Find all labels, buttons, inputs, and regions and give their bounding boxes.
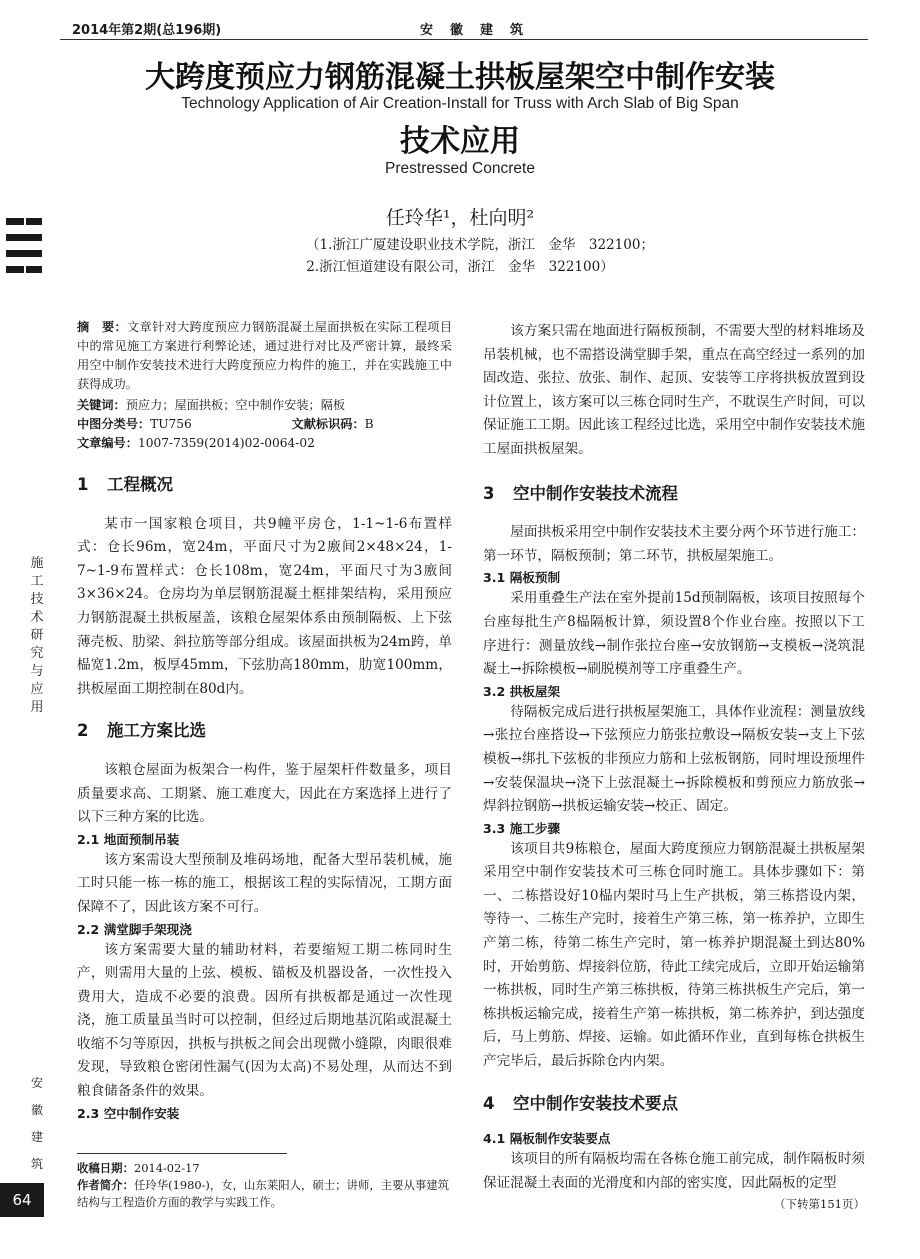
section-3-heading <box>483 482 865 506</box>
section-3-2-heading: 3.2 拱板屋架 <box>483 683 561 699</box>
sidebar-char: 安 <box>30 1076 43 1090</box>
section-3-paragraph: 屋面拱板采用空中制作安装技术主要分两个环节进行施工：第一环节，隔板预制；第二环节，拱板屋架施工。 <box>483 524 865 564</box>
section-marker-icon <box>6 218 42 274</box>
section-4-1-heading: 4.1 隔板制作安装要点 <box>483 1131 611 1147</box>
section-2-title: 施工方案比选 <box>107 721 206 741</box>
issue-info: 2014年第2期(总196期) <box>72 23 222 38</box>
journal-name-header: 安 徽 建 筑 <box>420 23 526 38</box>
abstract-text: 文章针对大跨度预应力钢筋混凝土屋面拱板在实际工程项目中的常见施工方案进行利弊论述，通过进行对比及严密计算，最终采用空中制作安装技术进行大跨度预应力构件的施工，并在实践施工中获得成功。 <box>77 320 453 391</box>
section-2-2-heading: 2.2 满堂脚手架现浇 <box>77 921 192 937</box>
section-1-heading <box>77 473 452 497</box>
classification-row <box>77 415 452 434</box>
sidebar-char: 与 <box>30 664 44 679</box>
sidebar-journal-name <box>28 1070 46 1178</box>
section-3-3-paragraph: 该项目共9栋粮仓，屋面大跨度预应力钢筋混凝土拱板屋架采用空中制作安装技术可三栋仓同时施工。具体步骤如下：第一、二栋搭设好10榀内架时马上生产拱板，第三栋搭设内架，等待一、二栋生产完时，接着生产第三栋，第一栋养护，立即生产第二栋，待第二栋生产完时，第一栋养护期混凝土到达80%时，开始剪筋、焊接斜位筋，待此工续完成后，立即开始运输第一栋拱板，同时生产第三栋拱板，待第三栋拱板生产完后，第一栋拱板运输完成，接着生产第一栋拱板，第二栋养护，到达强度后，马上剪筋、焊接、运输。如此循环作业，直到每栋仓拱板生产完毕后，最后拆除仓内内架。 <box>483 840 865 1070</box>
section-2-2-paragraph: 该方案需要大量的辅助材料，若要缩短工期二栋同时生产，则需用大量的上弦、模板、锚板及机器设备，一次性投入费用大，造成不必要的浪费。因所有拱板都是通过一次性现浇，施工质量虽当时可以控制，但经过后期地基沉陷或混凝土收缩不匀等原因，拱板与拱板之间会出现微小缝隙，肉眼很难发现，导致粮仓密闭性漏气(因为太高)不易处理，从而达不到粮食储备条件的效果。 <box>77 941 452 1100</box>
affiliation-2: 2.浙江恒道建设有限公司，浙江 金华 322100） <box>306 259 614 275</box>
section-1-paragraph: 某市一国家粮仓项目，共9幢平房仓，1-1~1-6布置样式：仓长96m，宽24m，平面尺寸为2廒间2×48×24，1-7~1-9布置样式：仓长108m，宽24m，平面尺寸为3廒间3×36×24。仓房均为单层钢筋混凝土框排架结构，采用预应力钢筋混凝土拱板屋盖，该粮仓屋架体系由预制隔板、上下弦薄壳板、肋梁、斜拉筋等部分组成。该屋面拱板为24m跨，单榀宽1.2m，板厚45mm，下弦肋高180mm，肋宽100mm，拱板屋面工期控制在80d内。 <box>77 515 452 697</box>
abstract-label: 摘 要： <box>77 320 128 334</box>
article-number <box>77 434 452 453</box>
abstract <box>77 318 452 394</box>
section-2-1-paragraph: 该方案需设大型预制及堆码场地，配备大型吊装机械，施工时只能一栋一栋的施工，根据该工程的实际情况，工期方面保障不了，因此该方案不可行。 <box>77 851 452 915</box>
sidebar-char: 徽 <box>30 1103 43 1117</box>
sidebar-char: 应 <box>30 682 44 697</box>
continued-note: （下转第151页） <box>774 1197 865 1212</box>
article-no-label: 文章编号： <box>77 436 138 450</box>
section-3-1-paragraph: 采用重叠生产法在室外提前15d预制隔板，该项目按照每个台座每批生产8榀隔板计算，须设置8个作业台座。按照以下工序进行：测量放线→制作张拉台座→安放钢筋→支模板→浇筑混凝土→拆除模板→刷脱模剂等工序重叠生产。 <box>483 590 865 678</box>
received-value: 2014-02-17 <box>133 1161 200 1175</box>
author-bio <box>77 1177 452 1211</box>
left-column <box>77 318 452 1123</box>
section-2-paragraph: 该粮仓屋面为板架合一构件，鉴于屋架杆件数量多，项目质量要求高、工期紧、施工难度大，因此在方案选择上进行了以下三种方案的比选。 <box>77 761 452 826</box>
keywords <box>77 396 452 415</box>
section-4-number: 4 <box>483 1093 495 1113</box>
sidebar-char: 用 <box>30 700 44 715</box>
section-2-3-paragraph: 该方案只需在地面进行隔板预制，不需要大型的材料堆场及吊装机械，也不需搭设满堂脚手架，重点在高空经过一系列的加固改造、张拉、放张、制作、起顶、安装等工序将拱板放置到设计位置上，该方案可以三栋仓同时生产，不耽误生产时间，可以保证施工工期。因此该工程经过比选，采用空中制作安装技术施工屋面拱板屋架。 <box>483 323 865 457</box>
section-4-heading <box>483 1092 865 1116</box>
section-2-number: 2 <box>77 721 89 741</box>
received-date <box>77 1160 452 1177</box>
sidebar-char: 工 <box>30 574 44 589</box>
doc-code-label: 文献标识码： <box>291 417 365 431</box>
section-3-2-paragraph: 待隔板完成后进行拱板屋架施工，具体作业流程：测量放线→张拉台座搭设→下弦预应力筋张拉敷设→隔板安装→支上下弦模板→绑扎下弦板的非预应力筋和上弦板钢筋，同时埋设预埋件→安装保温块→浇下上弦混凝土→拆除模板和剪预应力筋放张→焊斜拉钢筋→拱板运输安装→校正、固定。 <box>483 703 865 815</box>
authors: 任玲华¹，杜向明² <box>385 207 535 229</box>
title-en-line1: Technology Application of Air Creation-Install for Truss with Arch Slab of Big Span <box>181 95 739 112</box>
received-label: 收稿日期： <box>77 1161 134 1175</box>
section-2-3-heading: 2.3 空中制作安装 <box>77 1105 180 1121</box>
section-1-title: 工程概况 <box>107 475 173 494</box>
section-3-1-heading: 3.1 隔板预制 <box>483 570 561 586</box>
doc-code-text: B <box>364 417 374 431</box>
page-number: 64 <box>0 1183 44 1217</box>
sidebar-char: 技 <box>30 592 44 607</box>
sidebar-column-name <box>28 555 46 717</box>
section-3-3-heading: 3.3 施工步骤 <box>483 820 561 836</box>
footnote <box>77 1160 452 1211</box>
footnote-rule <box>77 1153 287 1154</box>
sidebar-char: 施 <box>30 556 44 571</box>
clc-label: 中图分类号： <box>77 417 151 431</box>
sidebar-char: 建 <box>30 1130 43 1144</box>
clc-text: TU756 <box>150 417 192 431</box>
header-rule <box>60 39 868 40</box>
section-4-title: 空中制作安装技术要点 <box>513 1093 678 1113</box>
author-bio-text: 任玲华(1980-)，女，山东莱阳人，硕士；讲师，主要从事建筑结构与工程造价方面的教学与实践工作。 <box>77 1178 450 1209</box>
sidebar-char: 研 <box>30 628 44 643</box>
article-no-text: 1007-7359(2014)02-0064-02 <box>137 436 315 450</box>
right-column <box>483 320 865 1213</box>
sidebar-char: 筑 <box>30 1157 43 1171</box>
section-3-number: 3 <box>483 483 495 503</box>
keywords-text: 预应力；屋面拱板；空中制作安装；隔板 <box>125 398 346 412</box>
title-cn-line1: 大跨度预应力钢筋混凝土拱板屋架空中制作安装 <box>145 60 775 95</box>
sidebar-char: 究 <box>30 646 44 661</box>
keywords-label: 关键词： <box>77 398 126 412</box>
sidebar-char: 术 <box>30 610 44 625</box>
section-2-1-heading: 2.1 地面预制吊装 <box>77 831 180 847</box>
title-en-line2: Prestressed Concrete <box>385 160 535 177</box>
title-cn-line2: 技术应用 <box>400 124 520 159</box>
section-4-1-paragraph: 该项目的所有隔板均需在各栋仓施工前完成，制作隔板时须保证混凝土表面的光滑度和内部的密实度，因此隔板的定型 <box>483 1151 865 1191</box>
affiliation-1: （1.浙江广厦建设职业技术学院，浙江 金华 322100； <box>306 237 654 253</box>
section-3-title: 空中制作安装技术流程 <box>513 483 678 503</box>
section-2-heading <box>77 719 452 743</box>
author-bio-label: 作者简介： <box>77 1178 134 1192</box>
section-1-number: 1 <box>77 475 89 494</box>
